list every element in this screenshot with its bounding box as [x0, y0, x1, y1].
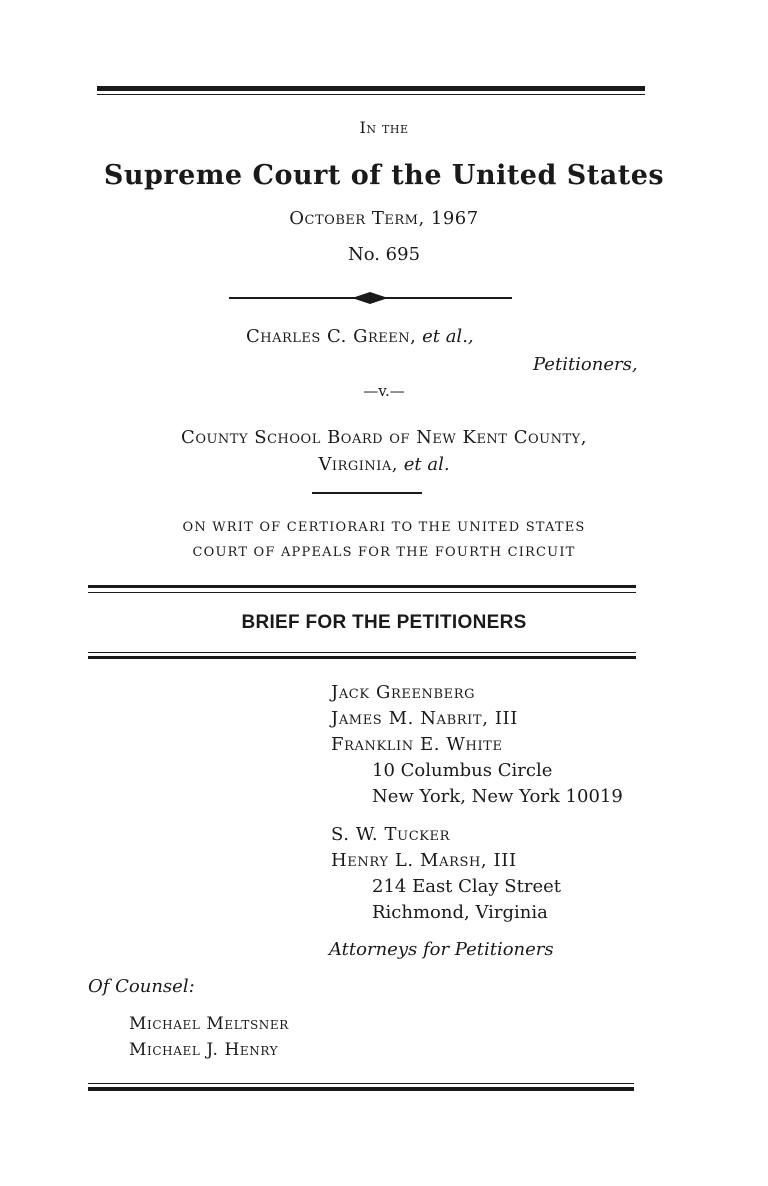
- versus-label: —v.—: [363, 382, 405, 400]
- short-rule: [312, 492, 422, 494]
- title-rule-bottom-thick: [88, 656, 636, 659]
- bottom-rule-thin: [88, 1083, 634, 1084]
- top-rule-thick: [97, 86, 645, 91]
- bottom-rule-thick: [88, 1087, 634, 1091]
- attorney-address-line: 10 Columbus Circle: [372, 760, 553, 781]
- of-counsel-name: Michael J. Henry: [129, 1040, 279, 1060]
- term-label: October Term, 1967: [289, 208, 479, 229]
- writ-line1: ON WRIT OF CERTIORARI TO THE UNITED STATES: [182, 520, 586, 535]
- petitioner-role: Petitioners,: [533, 354, 638, 375]
- title-rule-bottom-thin: [88, 652, 636, 653]
- title-rule-top-thick: [88, 585, 636, 588]
- respondent-line2: [0, 454, 768, 475]
- of-counsel-name: Michael Meltsner: [129, 1014, 289, 1034]
- diamond-ornament-icon: [352, 291, 388, 305]
- attorneys-role: Attorneys for Petitioners: [329, 939, 554, 960]
- petitioner-name: Charles C. Green,: [246, 326, 417, 347]
- respondent-etal: et al.: [403, 454, 450, 475]
- in-the-label: In the: [359, 118, 409, 137]
- title-rule-top-thin: [88, 592, 636, 593]
- attorney-name: Jack Greenberg: [331, 682, 476, 703]
- court-name: Supreme Court of the United States: [103, 160, 665, 191]
- brief-title: BRIEF FOR THE PETITIONERS: [241, 612, 527, 633]
- respondent-state: Virginia,: [318, 454, 398, 475]
- attorney-address-line: Richmond, Virginia: [372, 902, 548, 923]
- top-rule-thin: [97, 94, 645, 95]
- petitioner-line: [246, 326, 474, 347]
- attorney-address-line: New York, New York 10019: [372, 786, 623, 807]
- of-counsel-label: Of Counsel:: [88, 976, 195, 997]
- respondent-line1: County School Board of New Kent County,: [181, 427, 587, 448]
- attorney-name: Henry L. Marsh, III: [331, 850, 517, 871]
- attorney-name: James M. Nabrit, III: [331, 708, 518, 729]
- case-number: No. 695: [347, 244, 421, 265]
- attorney-name: Franklin E. White: [331, 734, 503, 755]
- attorney-address-line: 214 East Clay Street: [372, 876, 561, 897]
- petitioner-etal: et al.,: [422, 326, 474, 347]
- attorney-name: S. W. Tucker: [331, 824, 451, 845]
- writ-line2: COURT OF APPEALS FOR THE FOURTH CIRCUIT: [192, 545, 576, 560]
